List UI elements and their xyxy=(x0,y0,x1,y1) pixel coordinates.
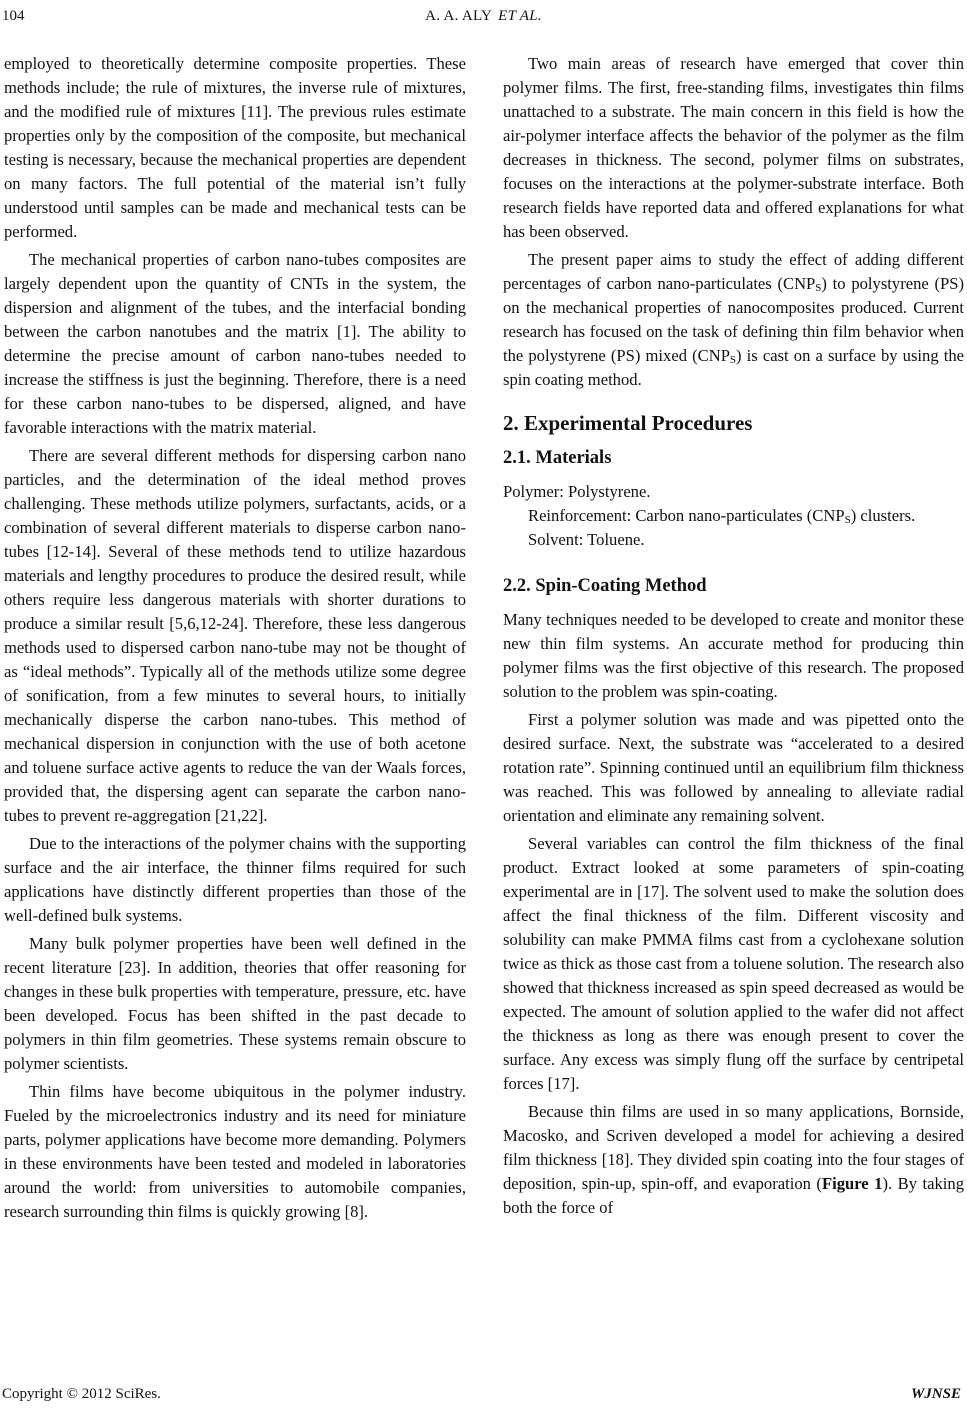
running-title-authors: A. A. ALY xyxy=(425,8,493,24)
paragraph: There are several different methods for dispersing carbon nano particles, and the determination of the ideal method proves challenging. These methods utilize polymers, surfactants, acids, or a combination of several different materials to disperse carbon nano-tubes [12-14]. Several of these methods tend to utilize hazardous materials and lengthy procedures to produce the desired result, while others require less dangerous materials with shorter durations to produce a similar result [5,6,12-24]. Therefore, these less dangerous methods used to dispersed carbon nano-tube may not be thought of as “ideal methods”. Typically all of the methods utilize some degree of sonification, from a few minutes to several hours, to initially mechanically disperse the carbon nano-tubes. This method of mechanical dispersion in conjunction with the use of both acetone and toluene surface active agents to reduce the van der Waals forces, provided that, the dispersing agent can separate the carbon nano-tubes to prevent re-aggregation [21,22]. xyxy=(4,446,466,825)
materials-reinforcement: Reinforcement: Carbon nano-particulates $(CNP_S)$ clusters. xyxy=(528,506,916,526)
running-title-et-al: ET AL. xyxy=(498,8,542,24)
paragraph: Many bulk polymer properties have been well defined in the recent literature [23]. In addition, theories that offer reasoning for changes in these bulk properties with temperature, pressure, etc. have been developed. Focus has been shifted in the past decade to polymers in thin film geometries. These systems remain obscure to polymer scientists. xyxy=(4,934,466,1073)
page-number: 104 xyxy=(2,8,25,24)
journal-abbreviation: WJNSE xyxy=(910,1386,961,1402)
materials-solvent: Solvent: Toluene. xyxy=(528,530,645,549)
copyright-notice: Copyright © 2012 SciRes. xyxy=(2,1386,161,1402)
paragraph: Many techniques needed to be developed to create and monitor these new thin film systems. An accurate method for producing thin polymer films was the first objective of this research. The proposed solution to the problem was spin-coating. xyxy=(503,610,964,701)
section-heading: 2. Experimental Procedures xyxy=(503,411,753,435)
page-footer xyxy=(0,1384,967,1406)
subsection-heading: 2.2. Spin-Coating Method xyxy=(503,576,707,596)
paragraph: The mechanical properties of carbon nano-tubes composites are largely dependent upon the quantity of CNTs in the system, the dispersion and alignment of the tubes, and the interfacial bonding between the carbon nanotubes and the matrix [1]. The ability to determine the precise amount of carbon nano-tubes needed to increase the stiffness is just the beginning. Therefore, there is a need for these carbon nano-tubes to be dispersed, aligned, and have favorable interactions with the matrix material. xyxy=(4,250,466,437)
paragraph: Because thin films are used in so many applications, Bornside, Macosko, and Scriven developed a model for achieving a desired film thickness [18]. They divided spin coating into the four stages of deposition, spin-up, spin-off, and evaporation (Figure 1). By taking both the force of xyxy=(503,1102,964,1217)
materials-polymer: Polymer: Polystyrene. xyxy=(503,482,651,501)
paragraph: Two main areas of research have emerged that cover thin polymer films. The first, free-standing films, investigates thin films unattached to a substrate. The main concern in this field is how the air-polymer interface affects the behavior of the polymer as the film decreases in thickness. The second, polymer films on substrates, focuses on the interactions at the polymer-substrate interface. Both research fields have reported data and offered explanations for what has been observed. xyxy=(503,54,964,241)
paragraph: Several variables can control the film thickness of the final product. Extract looked at some parameters of spin-coating experimental are in [17]. The solvent used to make the solution does affect the final thickness of the film. Different viscosity and solubility can make PMMA films cast from a cyclohexane solution twice as thick as those cast from a toluene solution. The research also showed that thickness increased as spin speed decreased as would be expected. The amount of solution applied to the wafer did not affect the thickness as long as there was enough present to cover the surface. Any excess was simply flung off the surface by centripetal forces [17]. xyxy=(503,834,964,1093)
running-title xyxy=(0,6,967,26)
aims-paragraph: The present paper aims to study the effect of adding different percentages of carbon nano-particulates $(CNP_S)$ to polystyrene (PS) on the mechanical properties of nanocomposites produced. Current research has focused on the task of defining thin film behavior when the polystyrene (PS) mixed $(CNP_S)$ is cast on a surface by using the spin coating method. xyxy=(503,250,964,389)
right-column xyxy=(503,52,964,1220)
paragraph: Due to the interactions of the polymer chains with the supporting surface and the air interface, the thinner films required for such applications have distinctly different properties than those of the well-defined bulk systems. xyxy=(4,834,466,925)
paragraph: employed to theoretically determine composite properties. These methods include; the rule of mixtures, the inverse rule of mixtures, and the modified rule of mixtures [11]. The previous rules estimate properties only by the composition of the composite, but mechanical testing is necessary, because the mechanical properties are dependent on many factors. The full potential of the material isn’t fully understood until samples can be made and mechanical tests can be performed. xyxy=(4,54,466,241)
left-column xyxy=(4,52,466,1224)
figure-reference[interactable]: Figure 1 xyxy=(821,1174,883,1193)
subsection-heading: 2.1. Materials xyxy=(503,448,612,468)
paragraph: Thin films have become ubiquitous in the polymer industry. Fueled by the microelectronics industry and its need for miniature parts, polymer applications have become more demanding. Polymers in these environments have been tested and modeled in laboratories around the world: from universities to automobile companies, research surrounding thin films is quickly growing [8]. xyxy=(4,1082,466,1221)
page-header xyxy=(0,6,967,28)
paragraph: First a polymer solution was made and was pipetted onto the desired surface. Next, the substrate was “accelerated to a desired rotation rate”. Spinning continued until an equilibrium film thickness was reached. This was followed by annealing to alleviate radial orientation and eliminate any remaining solvent. xyxy=(503,710,964,825)
